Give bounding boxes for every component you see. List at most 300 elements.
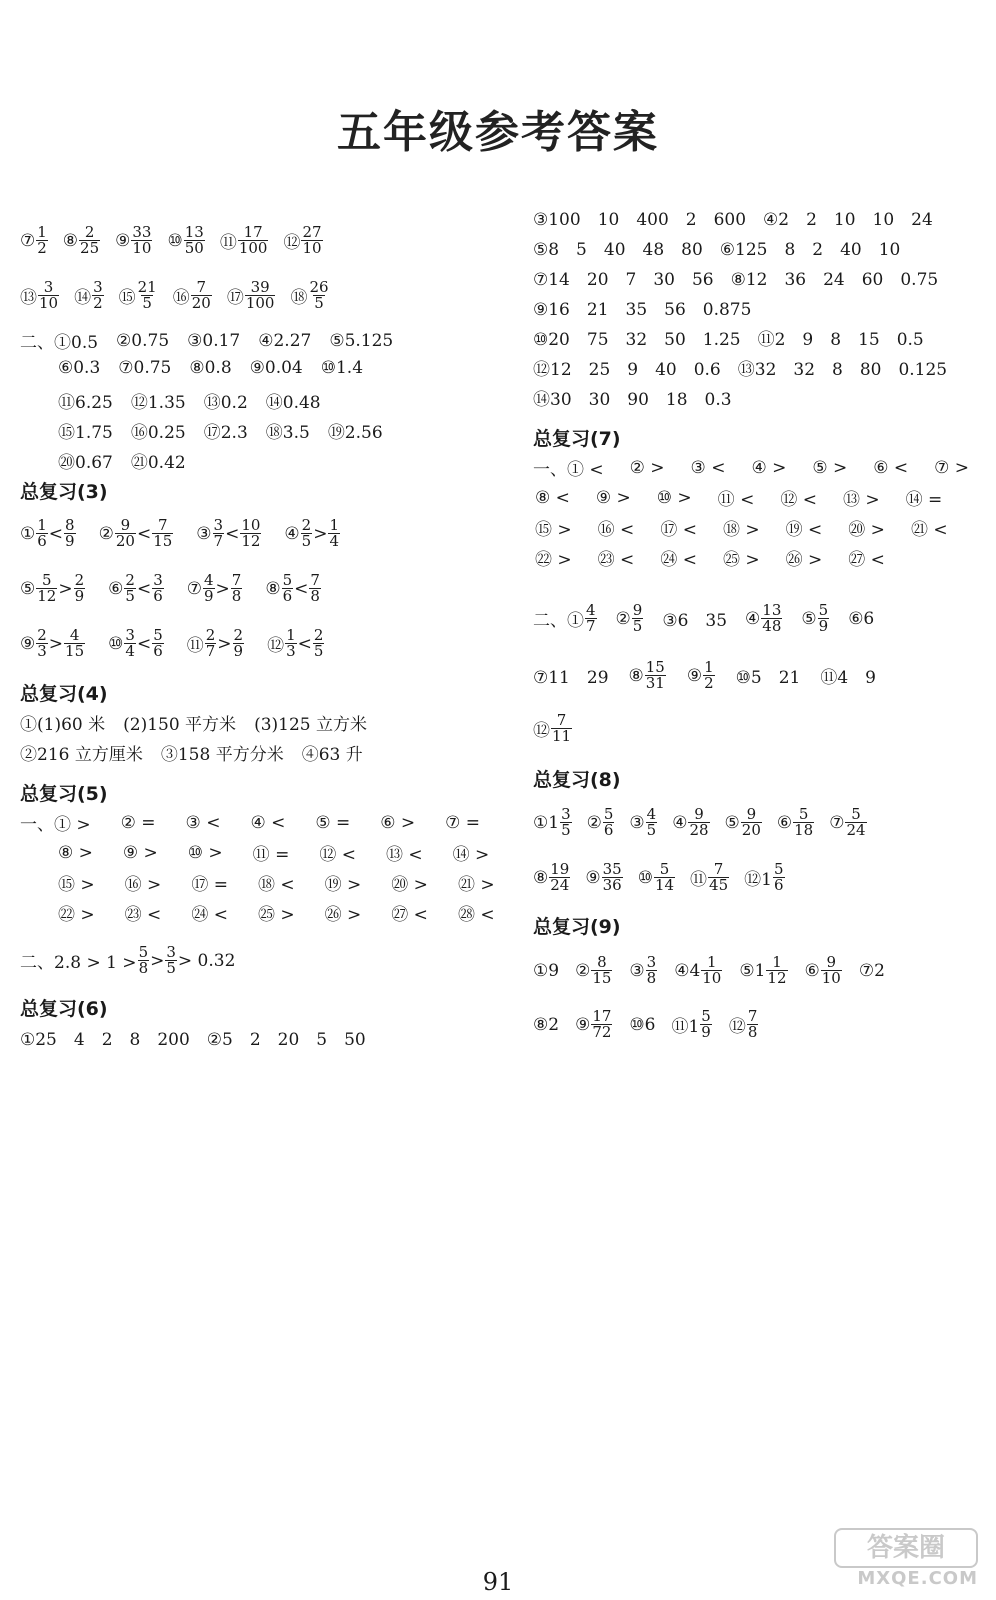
fraction-numerator: 4 — [69, 626, 80, 644]
answer-text: ⑩ > — [187, 842, 223, 863]
answer-text: ⑦ > — [934, 457, 969, 478]
fraction-denominator: 36 — [602, 876, 622, 894]
answer-text: ⑩ > — [656, 487, 692, 508]
answer-item — [723, 515, 760, 540]
fraction — [131, 225, 152, 256]
fraction-numerator: 2 — [313, 626, 324, 644]
fraction-numerator: 1 — [286, 626, 296, 644]
fraction-numerator: 9 — [120, 516, 131, 534]
fraction-denominator: 6 — [37, 532, 47, 550]
answer-text: ④ — [672, 812, 688, 833]
fraction-numerator: 3 — [646, 953, 657, 971]
answer-item — [99, 518, 175, 549]
fraction — [646, 807, 658, 838]
fraction-denominator: 50 — [184, 239, 204, 257]
answer-item — [786, 545, 823, 570]
answer-text: 二、①0.5 — [20, 333, 99, 353]
fraction-numerator: 1 — [772, 953, 782, 971]
fraction-numerator: 2 — [125, 571, 135, 589]
fraction-denominator: 10 — [702, 969, 722, 987]
fraction — [701, 955, 722, 986]
fraction-numerator: 5 — [818, 601, 829, 619]
answer-text: ④2.27 — [258, 330, 312, 351]
answer-text: ⑧ — [62, 230, 79, 251]
fraction-denominator: 8 — [231, 587, 242, 605]
fraction-numerator: 3 — [93, 278, 103, 296]
fraction — [645, 660, 666, 691]
answer-text: ⑳ > — [391, 875, 428, 895]
answer-item — [258, 870, 295, 895]
answer-line — [20, 1025, 366, 1050]
answer-item — [729, 1009, 760, 1040]
fraction-denominator: 20 — [115, 532, 135, 550]
fraction-numerator: 1 — [707, 953, 717, 971]
fraction-numerator: 1 — [37, 516, 47, 534]
fraction-denominator: 20 — [741, 821, 761, 839]
answer-line — [533, 235, 900, 260]
answer-item — [58, 448, 113, 473]
fraction — [602, 862, 623, 893]
answer-text: ③ — [196, 523, 212, 544]
fraction-numerator: 3 — [213, 516, 224, 534]
fraction — [301, 518, 313, 549]
answer-item — [596, 488, 631, 508]
answer-text: ⑫ — [728, 1017, 746, 1037]
answer-line — [533, 603, 874, 634]
answer-item — [598, 515, 635, 540]
answer-item — [161, 740, 284, 765]
answer-text: ⑫1 — [744, 870, 772, 890]
answer-text: > — [58, 578, 73, 599]
fraction — [818, 603, 830, 634]
fraction-denominator: 5 — [313, 642, 324, 660]
answer-text: ⑦ — [186, 578, 202, 599]
answer-item — [533, 295, 751, 320]
answer-item — [258, 331, 311, 351]
answer-item — [687, 660, 716, 691]
answer-text: ㉑ < — [910, 520, 948, 540]
fraction-denominator: 100 — [238, 239, 268, 257]
fraction-denominator: 24 — [550, 876, 570, 894]
answer-item — [20, 1025, 366, 1050]
fraction-numerator: 7 — [310, 571, 320, 589]
fraction — [137, 280, 158, 311]
answer-item — [20, 628, 86, 659]
answer-text: ①(1)60 米 — [20, 715, 106, 735]
fraction — [203, 573, 215, 604]
fraction-denominator: 12 — [241, 532, 261, 550]
fraction-numerator: 5 — [659, 860, 670, 878]
answer-line — [533, 295, 751, 320]
fraction — [821, 955, 842, 986]
answer-item — [723, 545, 760, 570]
answer-item — [118, 358, 171, 378]
answer-item — [805, 955, 843, 986]
answer-item — [751, 458, 786, 478]
answer-item — [187, 573, 244, 604]
answer-item — [744, 862, 785, 893]
answer-item — [265, 573, 322, 604]
fraction — [79, 225, 100, 256]
answer-item — [173, 280, 213, 311]
answer-item — [630, 458, 665, 478]
answer-text: ⑳ > — [848, 520, 885, 540]
answer-line — [20, 518, 341, 549]
answer-text: ② — [575, 960, 591, 981]
fraction — [152, 573, 164, 604]
fraction-denominator: 7 — [205, 642, 216, 660]
section-heading: 总复习(9) — [533, 915, 621, 938]
answer-item — [284, 518, 341, 549]
answer-item — [123, 710, 236, 735]
fraction — [152, 518, 173, 549]
answer-text: ㉔ < — [191, 905, 228, 925]
answer-item — [328, 418, 383, 443]
fraction — [240, 518, 261, 549]
answer-text: ③6 35 — [662, 611, 728, 631]
fraction — [700, 1009, 712, 1040]
fraction-numerator: 7 — [157, 516, 168, 534]
fraction — [708, 862, 729, 893]
answer-text: ⑰ — [226, 288, 244, 308]
answer-item — [204, 388, 248, 413]
fraction-numerator: 19 — [550, 860, 570, 878]
answer-text: > — [313, 523, 328, 544]
answer-item — [121, 813, 156, 833]
answer-line — [533, 205, 933, 230]
answer-item — [533, 603, 598, 634]
answer-text: ⑨16 21 35 56 0.875 — [533, 300, 752, 320]
answer-text: ⑰ < — [660, 520, 697, 540]
fraction-numerator: 3 — [166, 943, 176, 961]
fraction-denominator: 8 — [138, 959, 149, 977]
answer-text: ⑪ — [219, 233, 237, 253]
answer-item — [638, 862, 676, 893]
answer-item — [20, 518, 77, 549]
fraction-denominator: 9 — [818, 617, 829, 635]
answer-item — [848, 515, 885, 540]
fraction-numerator: 2 — [74, 571, 85, 589]
answer-text: ⑤ = — [315, 812, 351, 833]
fraction-denominator: 7 — [213, 532, 224, 550]
answer-text: ③ — [629, 812, 645, 833]
answer-text: ⑥ — [804, 960, 820, 981]
answer-item — [777, 807, 815, 838]
answer-line — [20, 628, 325, 659]
fraction-numerator: 4 — [586, 601, 596, 619]
answer-text: ⑥ < — [873, 457, 909, 478]
fraction-numerator: 5 — [701, 1007, 711, 1025]
answer-text: ⑧ — [265, 578, 281, 599]
fraction — [165, 945, 177, 976]
answer-text: ㉔ < — [660, 550, 697, 570]
answer-text: < — [136, 523, 152, 544]
answer-text: ③100 10 400 2 600 ④2 2 10 10 24 — [533, 210, 933, 230]
fraction — [38, 280, 59, 311]
answer-text: ⑦ = — [445, 812, 480, 833]
answer-text: ⑧0.8 — [189, 358, 232, 378]
fraction — [773, 862, 785, 893]
answer-item — [131, 448, 186, 473]
answer-text: ㉓ < — [124, 905, 162, 925]
answer-text: ⑧ < — [535, 487, 570, 508]
answer-item — [20, 573, 86, 604]
fraction-denominator: 9 — [233, 642, 244, 660]
answer-line — [58, 900, 495, 925]
fraction-denominator: 5 — [646, 821, 657, 839]
answer-text: ⑫ < — [319, 845, 356, 865]
fraction-numerator: 2 — [84, 223, 95, 241]
answer-line — [533, 355, 947, 380]
answer-line — [58, 840, 489, 865]
answer-line — [535, 485, 942, 510]
fraction — [632, 603, 644, 634]
answer-item — [657, 488, 692, 508]
fraction-numerator: 21 — [137, 278, 157, 296]
answer-text: ⑲ > — [324, 875, 362, 895]
answer-text: ⑩1.4 — [320, 358, 364, 378]
fraction-denominator: 8 — [646, 969, 657, 987]
answer-text: ⑧2 — [533, 1014, 560, 1035]
answer-text: 一、① < — [533, 460, 604, 480]
answer-text: ④ — [745, 608, 761, 629]
fraction-numerator: 13 — [762, 601, 782, 619]
fraction — [238, 225, 269, 256]
fraction-numerator: 1 — [704, 658, 714, 676]
answer-text: > — [217, 633, 232, 654]
fraction-denominator: 6 — [153, 587, 163, 605]
answer-text: ⑩ — [637, 867, 653, 888]
answer-item — [250, 813, 285, 833]
answer-text: ③ < — [185, 812, 221, 833]
answer-text: 二、① — [533, 611, 584, 631]
fraction — [213, 518, 225, 549]
fraction — [308, 280, 329, 311]
answer-item — [58, 418, 113, 443]
answer-item — [598, 545, 635, 570]
answer-text: ② > — [629, 457, 665, 478]
fraction — [115, 518, 136, 549]
fraction — [646, 955, 658, 986]
answer-item — [325, 870, 362, 895]
answer-line — [533, 1009, 759, 1040]
answer-text: ⑥0.3 — [58, 358, 101, 378]
answer-item — [20, 280, 60, 311]
answer-text: ⑤5.125 — [329, 330, 394, 351]
answer-text: ⑧ — [628, 665, 644, 686]
answer-item — [123, 843, 158, 863]
answer-text: ② = — [120, 812, 156, 833]
answer-item — [533, 325, 924, 350]
answer-item — [58, 388, 113, 413]
answer-item — [125, 900, 162, 925]
answer-item — [20, 328, 98, 353]
answer-item — [20, 225, 49, 256]
answer-text: ㉑ > — [457, 875, 495, 895]
answer-item — [74, 280, 105, 311]
answer-item — [115, 225, 153, 256]
answer-item — [533, 961, 559, 981]
answer-item — [780, 485, 817, 510]
answer-text: (2)150 平方米 — [123, 715, 237, 735]
answer-text: ⑧ — [533, 867, 549, 888]
fraction-denominator: 20 — [191, 294, 211, 312]
fraction — [688, 807, 709, 838]
answer-item — [533, 355, 947, 380]
answer-text: ⑨ — [20, 633, 36, 654]
fraction-numerator: 5 — [851, 805, 861, 823]
fraction — [591, 955, 612, 986]
answer-item — [191, 870, 228, 895]
fraction — [549, 862, 570, 893]
answer-text: > — [48, 633, 64, 654]
answer-item — [20, 945, 235, 976]
fraction — [654, 862, 675, 893]
answer-text: ①9 — [533, 960, 560, 981]
answer-text: ㉖ > — [324, 905, 362, 925]
fraction-numerator: 17 — [592, 1007, 612, 1025]
fraction-denominator: 48 — [762, 617, 782, 635]
answer-text: ④63 升 — [301, 745, 363, 765]
answer-text: ⑬ < — [385, 845, 423, 865]
answer-item — [131, 388, 186, 413]
answer-item — [58, 870, 95, 895]
fraction-numerator: 5 — [282, 571, 293, 589]
answer-item — [812, 458, 847, 478]
answer-text: ⑭ > — [452, 845, 490, 865]
answer-text: ⑩20 75 32 50 1.25 ⑪2 9 8 15 0.5 — [533, 330, 924, 350]
answer-text: ⑪ = — [252, 845, 290, 865]
answer-item — [535, 488, 570, 508]
fraction-denominator: 8 — [747, 1023, 758, 1041]
answer-text: ⑳0.67 — [58, 453, 113, 473]
answer-line — [533, 713, 573, 744]
fraction — [231, 573, 243, 604]
fraction-numerator: 8 — [65, 516, 75, 534]
answer-item — [250, 358, 303, 378]
fraction-numerator: 7 — [231, 571, 242, 589]
answer-text: ⑦14 20 7 30 56 ⑧12 36 24 60 0.75 — [533, 270, 939, 290]
fraction-numerator: 39 — [250, 278, 270, 296]
fraction-denominator: 10 — [302, 239, 322, 257]
answer-text: ⑬ — [20, 288, 37, 308]
answer-text: ⑫ — [533, 721, 550, 741]
answer-item — [266, 388, 321, 413]
answer-item — [672, 807, 710, 838]
answer-text: ⑬0.2 — [203, 393, 248, 413]
answer-text: ⑮ > — [58, 875, 95, 895]
answer-text: ⑤1 — [739, 960, 766, 981]
answer-text: ⑪4 9 — [820, 668, 876, 688]
answer-text: ⑤ — [801, 608, 817, 629]
fraction-denominator: 18 — [794, 821, 814, 839]
fraction-numerator: 33 — [132, 223, 152, 241]
section-heading: 总复习(4) — [20, 682, 108, 705]
answer-item — [386, 840, 423, 865]
fraction-denominator: 3 — [286, 642, 296, 660]
answer-text: ③ — [629, 960, 645, 981]
fraction-denominator: 15 — [153, 532, 173, 550]
answer-item — [671, 1009, 712, 1040]
fraction-numerator: 3 — [125, 626, 135, 644]
answer-text: ⑦2 — [858, 960, 885, 981]
answer-text: ①25 4 2 8 200 ②5 2 20 5 50 — [20, 1030, 366, 1050]
answer-item — [585, 862, 623, 893]
answer-text: ④4 — [674, 960, 701, 981]
answer-text: 二、2.8 > 1 > — [20, 953, 137, 973]
answer-line — [535, 545, 885, 570]
answer-text: ⑫12 25 9 40 0.6 ⑬32 32 8 80 0.125 — [533, 360, 948, 380]
fraction — [328, 518, 340, 549]
answer-text: ⑱ — [290, 288, 308, 308]
answer-line — [533, 325, 924, 350]
answer-text: ⑱ > — [722, 520, 760, 540]
answer-text: ㉓ < — [597, 550, 635, 570]
answer-item — [690, 862, 730, 893]
answer-text: ㉕ > — [257, 905, 295, 925]
answer-item — [20, 810, 91, 835]
answer-text: ⑫ < — [780, 490, 817, 510]
answer-text: ① — [20, 523, 36, 544]
answer-text: ③158 平方分米 — [160, 745, 284, 765]
fraction-denominator: 4 — [329, 532, 340, 550]
answer-item — [290, 280, 330, 311]
answer-text: ⑨ > — [595, 487, 631, 508]
fraction-numerator: 5 — [773, 860, 784, 878]
fraction — [36, 573, 57, 604]
answer-text: < — [48, 523, 64, 544]
fraction-denominator: 31 — [645, 674, 665, 692]
answer-item — [108, 628, 165, 659]
answer-item — [196, 518, 262, 549]
fraction — [703, 660, 715, 691]
answer-text: ㉗ < — [848, 550, 885, 570]
fraction-denominator: 15 — [65, 642, 85, 660]
answer-line — [20, 710, 367, 735]
fraction-denominator: 12 — [767, 969, 787, 987]
answer-text: ⑭0.48 — [265, 393, 321, 413]
fraction-denominator: 25 — [80, 239, 100, 257]
answer-item — [191, 900, 228, 925]
fraction-numerator: 8 — [597, 953, 607, 971]
answer-item — [725, 807, 763, 838]
fraction-denominator: 3 — [37, 642, 47, 660]
answer-item — [131, 418, 186, 443]
answer-item — [167, 225, 205, 256]
fraction-numerator: 26 — [309, 278, 329, 296]
fraction-numerator: 7 — [196, 278, 207, 296]
answer-item — [380, 813, 415, 833]
fraction-denominator: 5 — [561, 821, 571, 839]
fraction-denominator: 11 — [552, 727, 572, 745]
answer-text: ⑯ — [172, 288, 190, 308]
answer-line — [20, 328, 393, 353]
fraction-denominator: 2 — [93, 294, 103, 312]
answer-item — [186, 813, 221, 833]
answer-item — [745, 603, 783, 634]
watermark-url: MXQE.COM — [857, 1568, 978, 1589]
watermark-logo: 答案圈 — [834, 1528, 978, 1568]
fraction-numerator: 7 — [747, 1007, 758, 1025]
answer-item — [108, 573, 165, 604]
fraction-numerator: 1 — [329, 516, 340, 534]
answer-line — [20, 225, 324, 256]
answer-text: > — [150, 950, 165, 971]
answer-text: ⑨ — [686, 665, 703, 686]
answer-item — [801, 603, 830, 634]
fraction-denominator: 100 — [245, 294, 275, 312]
fraction — [138, 945, 150, 976]
